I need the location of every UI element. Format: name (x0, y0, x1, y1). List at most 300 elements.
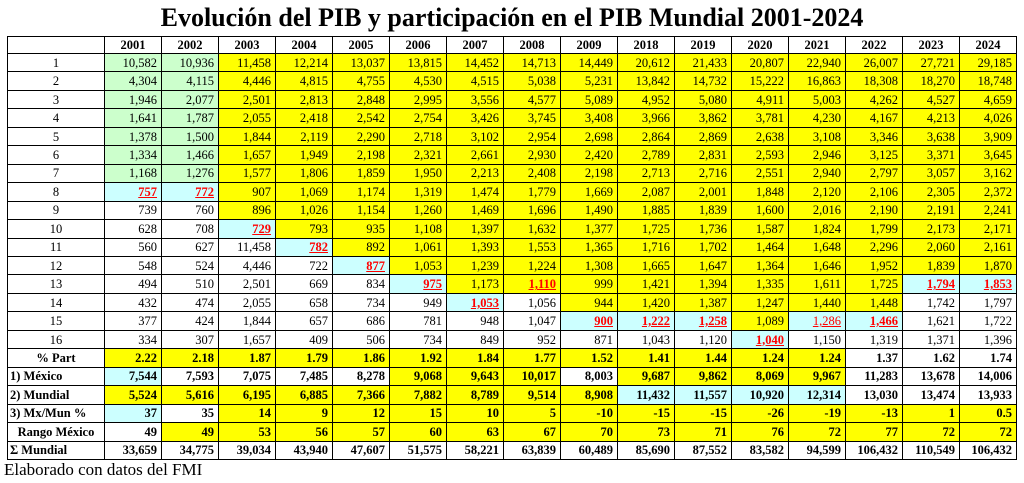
cell-value: 1,490 (584, 203, 613, 218)
table-cell (561, 127, 618, 145)
cell-value: 1,657 (242, 332, 271, 347)
table-cell (618, 201, 675, 219)
year-header: 2003 (219, 37, 276, 54)
cell-value: 2,119 (300, 129, 328, 144)
table-cell (561, 238, 618, 256)
table-cell (960, 404, 1017, 422)
table-cell (447, 220, 504, 238)
cell-value: 560 (138, 240, 157, 255)
table-cell (162, 441, 219, 459)
table-row (8, 90, 1017, 108)
row-label: 14 (8, 293, 105, 311)
cell-value: 2,954 (527, 129, 556, 144)
table-cell (960, 183, 1017, 201)
cell-value: 1,665 (641, 258, 670, 273)
cell-value: 6,885 (299, 387, 328, 402)
table-cell (504, 164, 561, 182)
cell-value: 10,017 (521, 369, 556, 384)
cell-value: 2,501 (242, 92, 271, 107)
cell-value: 1,779 (527, 184, 556, 199)
table-cell (732, 90, 789, 108)
cell-value: 1.87 (249, 350, 271, 365)
cell-value: 2,060 (926, 240, 955, 255)
table-cell (618, 349, 675, 367)
cell-value: 22,940 (806, 55, 841, 70)
table-cell (903, 164, 960, 182)
table-cell (447, 293, 504, 311)
table-cell (105, 183, 162, 201)
cell-value: 87,552 (692, 443, 727, 458)
cell-value: 2,191 (926, 203, 955, 218)
cell-value: 71 (714, 424, 727, 439)
table-cell (447, 164, 504, 182)
table-cell (789, 201, 846, 219)
cell-value: 5,616 (185, 387, 214, 402)
row-label: % Part (8, 349, 105, 367)
table-cell (219, 349, 276, 367)
table-cell (504, 220, 561, 238)
table-cell (789, 109, 846, 127)
cell-value: 33,659 (122, 443, 157, 458)
table-cell (618, 293, 675, 311)
cell-value: 14 (258, 406, 271, 421)
table-cell (162, 423, 219, 441)
table-row (8, 164, 1017, 182)
row-label: 2 (8, 72, 105, 90)
table-cell (789, 423, 846, 441)
table-cell (561, 293, 618, 311)
table-cell (333, 441, 390, 459)
table-cell (276, 127, 333, 145)
table-cell (903, 183, 960, 201)
table-cell (162, 220, 219, 238)
cell-value: 424 (195, 314, 214, 329)
table-cell (333, 312, 390, 330)
table-cell (618, 183, 675, 201)
cell-value: 1,742 (926, 295, 955, 310)
cell-value: 56 (315, 424, 328, 439)
cell-value: 1,500 (185, 129, 214, 144)
cell-value: 72 (942, 424, 955, 439)
table-cell (675, 256, 732, 274)
row-label: 5 (8, 127, 105, 145)
table-cell (447, 127, 504, 145)
table-cell (447, 201, 504, 219)
cell-value: 2,869 (698, 129, 727, 144)
table-cell (732, 109, 789, 127)
table-cell (447, 146, 504, 164)
table-cell (846, 109, 903, 127)
gdp-table (7, 36, 1017, 460)
table-cell (903, 441, 960, 459)
table-cell (618, 109, 675, 127)
table-cell (561, 90, 618, 108)
table-cell (333, 72, 390, 90)
cell-value: 1,365 (584, 240, 613, 255)
table-cell (105, 293, 162, 311)
cell-value: 2,551 (755, 166, 784, 181)
table-cell (675, 441, 732, 459)
cell-value: 49 (144, 424, 157, 439)
table-cell (789, 164, 846, 182)
cell-value: 18,270 (920, 74, 955, 89)
table-cell (789, 312, 846, 330)
cell-value: 1,647 (698, 258, 727, 273)
cell-value: 1.37 (876, 350, 898, 365)
table-cell (732, 256, 789, 274)
table-cell (675, 330, 732, 348)
cell-value: 72 (828, 424, 841, 439)
table-cell (846, 386, 903, 404)
cell-value: 1,464 (755, 240, 784, 255)
table-cell (903, 423, 960, 441)
table-cell (162, 164, 219, 182)
cell-value: 3,162 (983, 166, 1012, 181)
table-cell (219, 220, 276, 238)
cell-value: 494 (138, 277, 157, 292)
cell-value: 106,432 (857, 443, 898, 458)
cell-value: 2,001 (698, 184, 727, 199)
cell-value: 627 (195, 240, 214, 255)
table-cell (960, 386, 1017, 404)
cell-value: 2,120 (812, 184, 841, 199)
cell-value: 35 (201, 406, 214, 421)
cell-value: 8,789 (470, 387, 499, 402)
table-cell (162, 293, 219, 311)
table-cell (333, 275, 390, 293)
table-cell (789, 367, 846, 385)
cell-value: 13,678 (920, 369, 955, 384)
table-cell (219, 293, 276, 311)
table-cell (276, 146, 333, 164)
cell-value: 1,696 (527, 203, 556, 218)
cell-value: 734 (366, 295, 385, 310)
table-cell (504, 404, 561, 422)
cell-value: 2,661 (470, 147, 499, 162)
cell-value: 21,433 (692, 55, 727, 70)
table-cell (789, 441, 846, 459)
table-cell (333, 404, 390, 422)
cell-value: 1,319 (413, 184, 442, 199)
cell-value: 3,371 (926, 147, 955, 162)
table-cell (333, 109, 390, 127)
table-cell (675, 146, 732, 164)
table-cell (105, 146, 162, 164)
cell-value: 76 (771, 424, 784, 439)
cell-value: 628 (138, 221, 157, 236)
cell-value: 110,549 (915, 443, 955, 458)
table-cell (504, 90, 561, 108)
cell-value: 4,262 (869, 92, 898, 107)
table-cell (219, 275, 276, 293)
cell-value: 2,198 (584, 166, 613, 181)
table-cell (675, 220, 732, 238)
table-cell (846, 90, 903, 108)
table-cell (732, 349, 789, 367)
table-cell (390, 330, 447, 348)
table-cell (846, 127, 903, 145)
cell-value: 18,308 (863, 74, 898, 89)
cell-value: 1,334 (128, 147, 157, 162)
cell-value: 63 (486, 424, 499, 439)
table-cell (447, 238, 504, 256)
cell-value: 2,321 (413, 147, 442, 162)
table-cell (105, 386, 162, 404)
cell-value: 9,068 (413, 369, 442, 384)
table-cell (276, 72, 333, 90)
table-cell (903, 201, 960, 219)
cell-value: -26 (767, 406, 784, 421)
cell-value: 2,831 (698, 147, 727, 162)
cell-value: 2,501 (242, 277, 271, 292)
year-header: 2022 (846, 37, 903, 54)
cell-value: 1,702 (698, 240, 727, 255)
table-cell (504, 72, 561, 90)
cell-value: 12 (372, 406, 385, 421)
table-cell (561, 349, 618, 367)
table-cell (675, 293, 732, 311)
cell-value: 2,055 (242, 295, 271, 310)
table-cell (903, 90, 960, 108)
table-cell (846, 349, 903, 367)
table-cell (846, 293, 903, 311)
table-cell (618, 90, 675, 108)
cell-value: 1,844 (242, 314, 271, 329)
cell-value: 20,807 (749, 55, 784, 70)
cell-value: 2,718 (413, 129, 442, 144)
table-cell (219, 386, 276, 404)
cell-value: 1,844 (242, 129, 271, 144)
table-cell (789, 220, 846, 238)
cell-value: 13,842 (635, 74, 670, 89)
table-cell (333, 183, 390, 201)
row-label: 4 (8, 109, 105, 127)
table-cell (846, 238, 903, 256)
table-cell (675, 349, 732, 367)
table-cell (846, 404, 903, 422)
cell-value: 944 (594, 295, 613, 310)
cell-value: 2,408 (527, 166, 556, 181)
table-cell (276, 423, 333, 441)
table-cell (276, 312, 333, 330)
cell-value: 658 (309, 295, 328, 310)
table-cell (960, 146, 1017, 164)
table-cell (846, 54, 903, 72)
table-cell (789, 90, 846, 108)
cell-value: 83,582 (749, 443, 784, 458)
cell-value: 13,933 (977, 387, 1012, 402)
table-cell (561, 275, 618, 293)
table-cell (105, 109, 162, 127)
cell-value: 4,304 (128, 74, 157, 89)
table-cell (960, 423, 1017, 441)
cell-value: 1,725 (641, 221, 670, 236)
table-cell (333, 367, 390, 385)
table-cell (732, 386, 789, 404)
table-cell (219, 238, 276, 256)
row-label: 7 (8, 164, 105, 182)
cell-value: 2,995 (413, 92, 442, 107)
header-corner-cell (8, 37, 105, 54)
table-cell (390, 256, 447, 274)
table-cell (903, 330, 960, 348)
cell-value: 7,075 (242, 369, 271, 384)
cell-value: 3,556 (470, 92, 499, 107)
cell-value: 1,043 (641, 332, 670, 347)
cell-value: 1,848 (755, 184, 784, 199)
cell-value: 4,530 (413, 74, 442, 89)
table-cell (732, 367, 789, 385)
table-cell (561, 72, 618, 90)
table-cell (903, 386, 960, 404)
cell-value: 1,797 (983, 295, 1012, 310)
table-cell (447, 367, 504, 385)
table-cell (390, 109, 447, 127)
cell-value: 3,862 (698, 111, 727, 126)
cell-value: 1,319 (869, 332, 898, 347)
table-cell (390, 441, 447, 459)
cell-value: 506 (366, 332, 385, 347)
row-label: 1) México (8, 367, 105, 385)
cell-value: 1.62 (933, 350, 955, 365)
cell-value: 1,448 (869, 295, 898, 310)
table-cell (162, 201, 219, 219)
cell-value: 1,646 (812, 258, 841, 273)
table-cell (504, 312, 561, 330)
cell-value: 3,781 (755, 111, 784, 126)
table-cell (333, 293, 390, 311)
cell-value: 1,725 (869, 277, 898, 292)
cell-value: 1,952 (869, 258, 898, 273)
table-cell (447, 72, 504, 90)
table-cell (105, 164, 162, 182)
cell-value: 1,061 (413, 240, 442, 255)
table-cell (390, 275, 447, 293)
cell-value: 7,882 (413, 387, 442, 402)
table-cell (732, 441, 789, 459)
table-row (8, 404, 1017, 422)
cell-value: 1,040 (755, 332, 784, 347)
table-cell (618, 54, 675, 72)
cell-value: 29,185 (977, 55, 1012, 70)
cell-value: 1.24 (819, 350, 841, 365)
table-cell (960, 275, 1017, 293)
table-cell (390, 183, 447, 201)
cell-value: 1,440 (812, 295, 841, 310)
table-cell (960, 349, 1017, 367)
cell-value: 4,952 (641, 92, 670, 107)
table-cell (276, 275, 333, 293)
table-cell (789, 293, 846, 311)
table-cell (390, 312, 447, 330)
cell-value: 8,908 (584, 387, 613, 402)
table-cell (732, 330, 789, 348)
cell-value: 2,106 (869, 184, 898, 199)
cell-value: 409 (309, 332, 328, 347)
cell-value: 15,222 (749, 74, 784, 89)
row-label: 13 (8, 275, 105, 293)
table-cell (504, 238, 561, 256)
table-cell (789, 404, 846, 422)
table-cell (618, 127, 675, 145)
cell-value: 53 (258, 424, 271, 439)
cell-value: 14,006 (977, 369, 1012, 384)
table-cell (903, 349, 960, 367)
cell-value: 1,394 (698, 277, 727, 292)
table-cell (846, 367, 903, 385)
table-cell (789, 72, 846, 90)
cell-value: 2,418 (299, 111, 328, 126)
row-label: 11 (8, 238, 105, 256)
cell-value: 4,167 (869, 111, 898, 126)
table-cell (276, 349, 333, 367)
table-cell (162, 109, 219, 127)
cell-value: -13 (881, 406, 898, 421)
cell-value: 1,173 (470, 277, 499, 292)
table-cell (162, 127, 219, 145)
row-label: Rango México (8, 423, 105, 441)
cell-value: 4,115 (186, 74, 214, 89)
table-cell (618, 164, 675, 182)
cell-value: 9,862 (698, 369, 727, 384)
table-cell (105, 423, 162, 441)
table-cell (960, 293, 1017, 311)
table-cell (162, 367, 219, 385)
table-cell (219, 109, 276, 127)
cell-value: 5,524 (128, 387, 157, 402)
cell-value: 1,393 (470, 240, 499, 255)
cell-value: 1,377 (584, 221, 613, 236)
cell-value: 1,722 (983, 314, 1012, 329)
table-cell (105, 220, 162, 238)
cell-value: 11,458 (237, 240, 271, 255)
cell-value: 871 (594, 332, 613, 347)
cell-value: 1,469 (470, 203, 499, 218)
table-row (8, 349, 1017, 367)
table-cell (219, 312, 276, 330)
cell-value: 1,258 (698, 314, 727, 329)
table-cell (960, 312, 1017, 330)
table-cell (618, 330, 675, 348)
cell-value: 1,648 (812, 240, 841, 255)
cell-value: 708 (195, 221, 214, 236)
table-row (8, 386, 1017, 404)
cell-value: 2,016 (812, 203, 841, 218)
cell-value: 5 (549, 406, 556, 421)
table-cell (219, 127, 276, 145)
table-cell (162, 90, 219, 108)
cell-value: 722 (309, 258, 328, 273)
table-cell (903, 127, 960, 145)
cell-value: 657 (309, 314, 328, 329)
table-cell (447, 312, 504, 330)
table-cell (789, 54, 846, 72)
table-cell (732, 201, 789, 219)
table-cell (105, 201, 162, 219)
table-cell (390, 54, 447, 72)
cell-value: 2,946 (812, 147, 841, 162)
table-cell (504, 367, 561, 385)
table-row (8, 423, 1017, 441)
table-row (8, 127, 1017, 145)
table-cell (504, 293, 561, 311)
table-cell (561, 330, 618, 348)
cell-value: 2,198 (356, 147, 385, 162)
cell-value: 1,154 (356, 203, 385, 218)
cell-value: 3,346 (869, 129, 898, 144)
table-cell (561, 256, 618, 274)
cell-value: 5,080 (698, 92, 727, 107)
